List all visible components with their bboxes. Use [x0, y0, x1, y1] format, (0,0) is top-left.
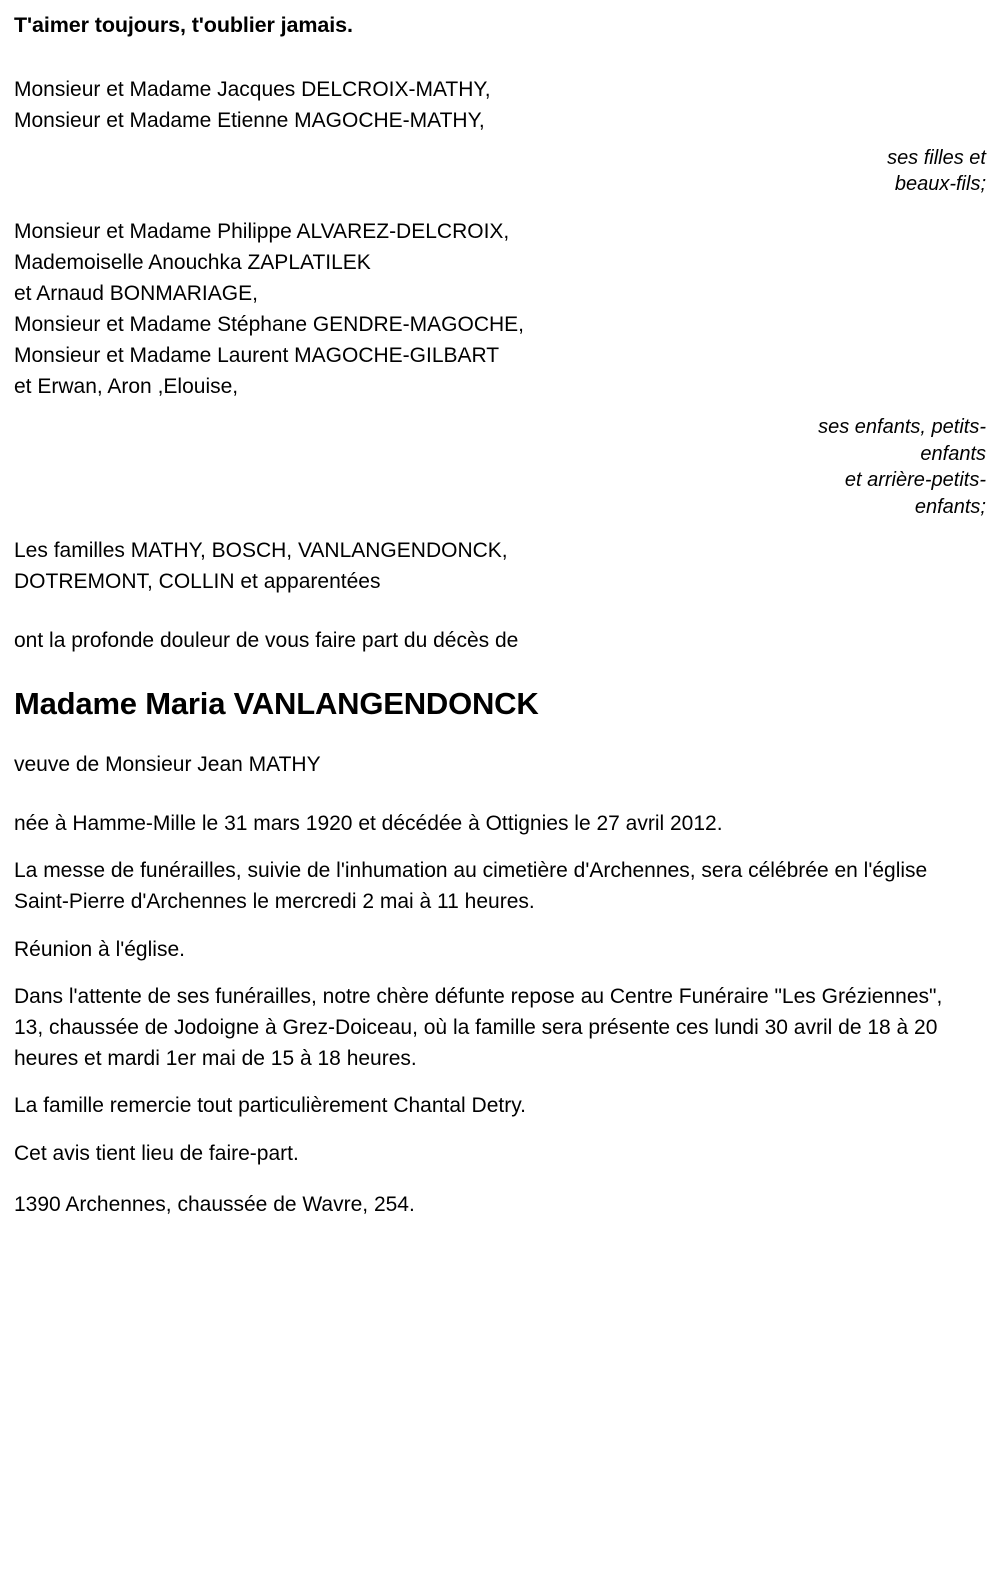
- spacer: [14, 520, 986, 536]
- family-line: Les familles MATHY, BOSCH, VANLANGENDONCK,: [14, 539, 508, 563]
- spacer: [14, 197, 986, 217]
- notice-content: [14, 0, 986, 1220]
- name-line: Mademoiselle Anouchka ZAPLATILEK: [14, 251, 371, 275]
- relation-line: enfants;: [914, 495, 986, 518]
- families-list: [14, 536, 986, 598]
- spacer: [14, 402, 986, 414]
- spacer: [14, 137, 986, 145]
- relation-line: enfants: [920, 442, 986, 465]
- notice-note-text: Cet avis tient lieu de faire-part.: [14, 1141, 299, 1165]
- family-group-children-names: [14, 217, 986, 402]
- name-line: et Erwan, Aron ,Elouise,: [14, 374, 239, 398]
- visitation-text: Dans l'attente de ses funérailles, notre chère défunte repose au Centre Funéraire "Les Gréziennes", 13, chaussée de Jodoigne à Grez-Doiceau, où la famille sera présente ces lundi 30 avril de 18 à 20 heures et mardi 1er mai de 15 à 18 heures.: [14, 985, 943, 1070]
- relation-line: beaux-fils;: [894, 172, 986, 195]
- name-line: Monsieur et Madame Jacques DELCROIX-MATHY,: [14, 77, 491, 101]
- spacer: [14, 598, 986, 626]
- relation-label-daughters: [14, 145, 986, 198]
- relation-line: et arrière-petits-: [844, 469, 986, 492]
- relation-line: ses enfants, petits-: [818, 416, 986, 439]
- family-group-daughters-names: [14, 75, 986, 137]
- motto-heading: T'aimer toujours, t'oublier jamais.: [14, 13, 353, 37]
- spacer: [14, 1170, 986, 1190]
- name-line: et Arnaud BONMARIAGE,: [14, 282, 258, 306]
- name-line: Monsieur et Madame Stéphane GENDRE-MAGOCHE,: [14, 312, 525, 336]
- widow-of-text: veuve de Monsieur Jean MATHY: [14, 752, 321, 776]
- thanks-text: La famille remercie tout particulièrement Chantal Detry.: [14, 1094, 526, 1118]
- spacer: [14, 781, 986, 809]
- address-text: 1390 Archennes, chaussée de Wavre, 254.: [14, 1192, 415, 1216]
- deceased-name-heading: Madame Maria VANLANGENDONCK: [14, 685, 539, 721]
- spacer: [14, 39, 986, 75]
- name-line: Monsieur et Madame Philippe ALVAREZ-DELCROIX,: [14, 220, 510, 244]
- relation-label-children: [14, 414, 986, 520]
- name-line: Monsieur et Madame Laurent MAGOCHE-GILBART: [14, 343, 500, 367]
- spacer: [14, 657, 986, 685]
- ceremony-text: La messe de funérailles, suivie de l'inhumation au cimetière d'Archennes, sera célébrée en l'église Saint-Pierre d'Archennes le mercredi 2 mai à 11 heures.: [14, 859, 928, 913]
- spacer: [14, 722, 986, 750]
- family-line: DOTREMONT, COLLIN et apparentées: [14, 569, 381, 593]
- relation-line: ses filles et: [887, 146, 986, 169]
- name-line: Monsieur et Madame Etienne MAGOCHE-MATHY,: [14, 108, 485, 132]
- announcement-text: ont la profonde douleur de vous faire part du décès de: [14, 628, 519, 652]
- gathering-text: Réunion à l'église.: [14, 937, 185, 961]
- birth-death-text: née à Hamme-Mille le 31 mars 1920 et décédée à Ottignies le 27 avril 2012.: [14, 811, 723, 835]
